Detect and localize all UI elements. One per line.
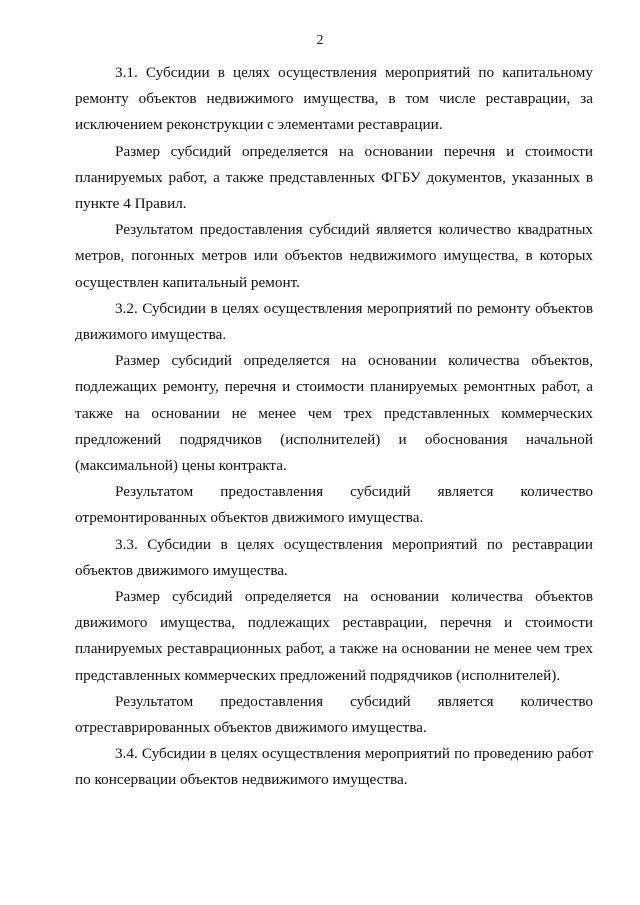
paragraph-3-1: 3.1. Субсидии в целях осуществления мероприятий по капитальному ремонту объектов недвижимого имущества, в том числе реставрации, за исключением реконструкции с элементами реставрации. [75,64,593,134]
paragraph-3-3-result: Результатом предоставления субсидий является количество отреставрированных объектов движимого имущества. [75,692,593,737]
paragraph-3-3: 3.3. Субсидии в целях осуществления мероприятий по реставрации объектов движимого имущества. [75,535,593,579]
paragraph-3-2: 3.2. Субсидии в целях осуществления мероприятий по ремонту объектов движимого имущества. [75,299,593,344]
paragraph-3-3-size: Размер субсидий определяется на основании количества объектов движимого имущества, подлежащих реставрации, перечня и стоимости планируемых реставрационных работ, а также на основании не менее чем трех представленных коммерческих предложений подрядчиков (исполнителей). [75,588,593,684]
paragraph-3-1-size: Размер субсидий определяется на основании перечня и стоимости планируемых работ, а также представленных ФГБУ документов, указанных в пункте 4 Правил. [75,142,593,213]
paragraph-3-4: 3.4. Субсидии в целях осуществления мероприятий по проведению работ по консервации объектов недвижимого имущества. [75,745,593,789]
page-number: 2 [316,33,324,48]
paragraph-3-1-result: Результатом предоставления субсидий является количество квадратных метров, погонных метров или объектов недвижимого имущества, в которых осуществлен капитальный ремонт. [75,221,593,291]
document-body [75,60,593,794]
paragraph-3-2-size: Размер субсидий определяется на основании количества объектов, подлежащих ремонту, перечня и стоимости планируемых ремонтных работ, а также на основании не менее чем трех представленных коммерческих предложений подрядчиков (исполнителей) и обоснования начальной (максимальной) цены контракта. [75,352,593,475]
paragraph-3-2-result: Результатом предоставления субсидий является количество отремонтированных объектов движимого имущества. [75,483,593,527]
